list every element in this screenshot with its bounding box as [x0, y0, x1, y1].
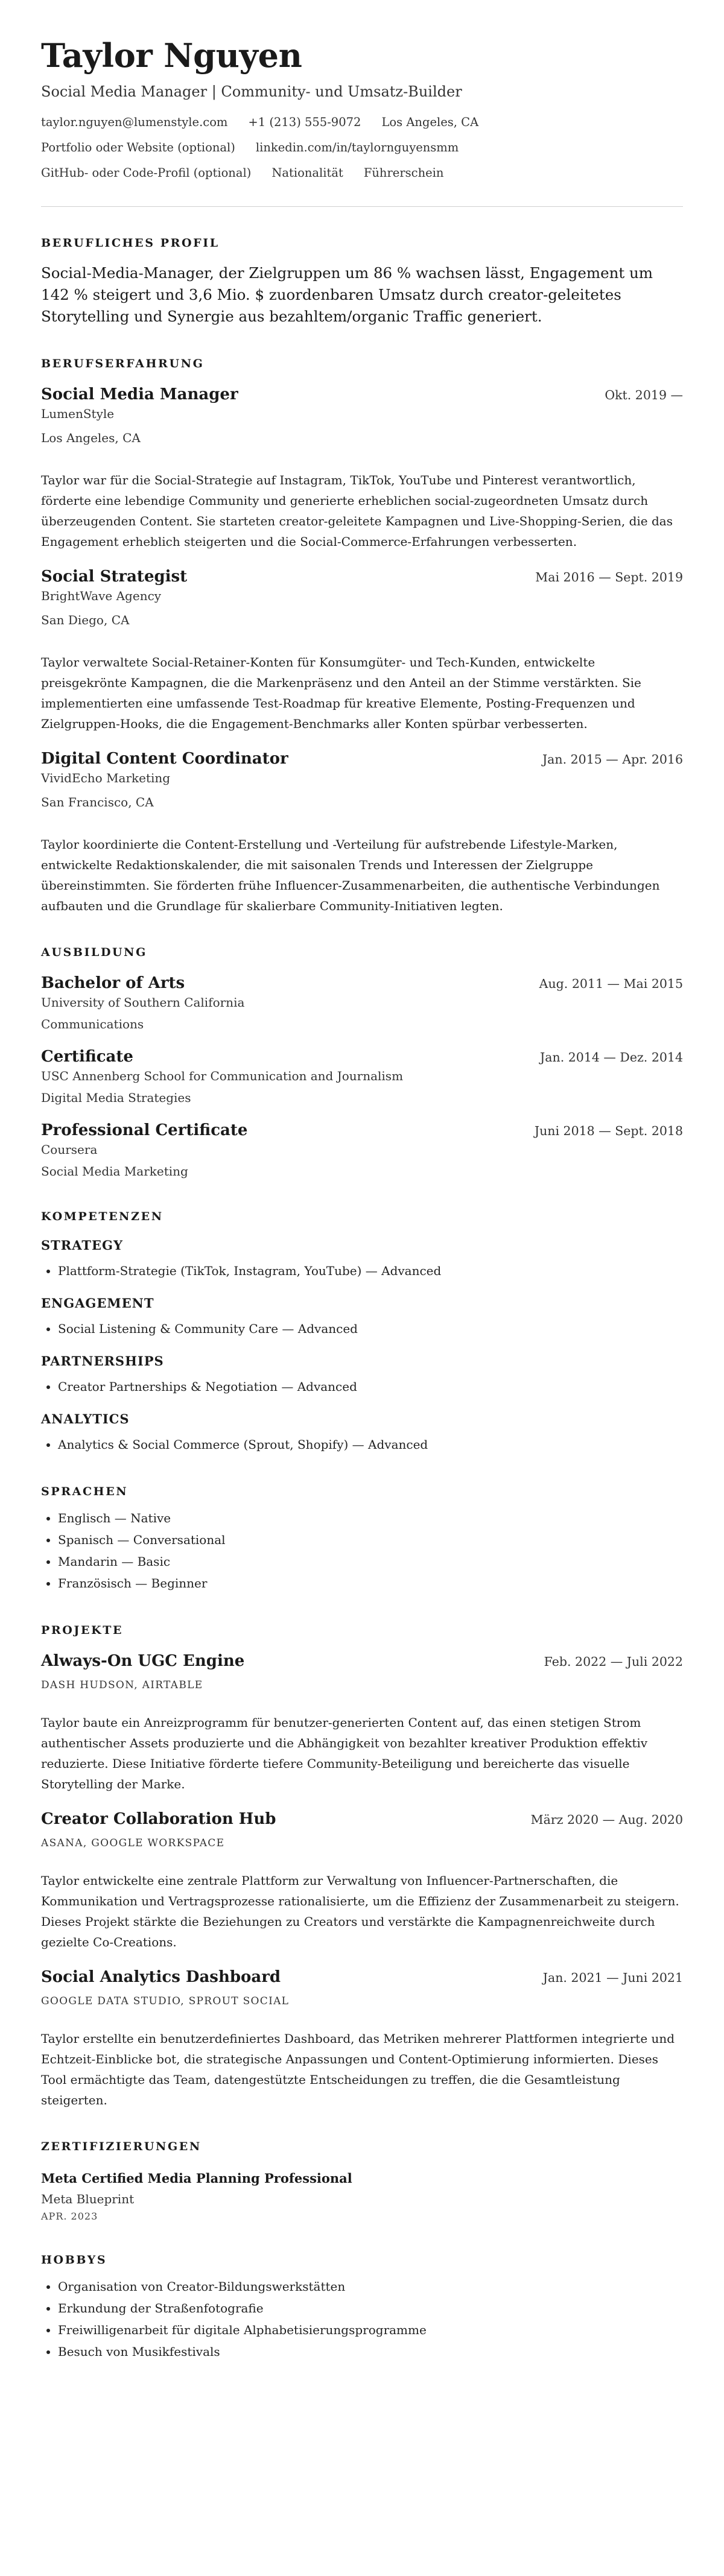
language-item: • Französisch — Beginner: [58, 1572, 683, 1594]
skill-list: [41, 1260, 683, 1282]
email-link[interactable]: taylor.nguyen@lumenstyle.com: [41, 115, 228, 129]
job-company: VividEcho Marketing: [41, 771, 171, 785]
project-tools: GOOGLE DATA STUDIO, SPROUT SOCIAL: [41, 1995, 290, 2007]
projects-section-title: PROJEKTE: [41, 1624, 124, 1637]
project-dates: Jan. 2021 — Juni 2021: [542, 1970, 683, 1985]
experience-entry: [41, 748, 683, 916]
project-name: Always-On UGC Engine: [41, 1652, 245, 1670]
job-description: Taylor verwaltete Social-Retainer-Konten für Konsumgüter- und Tech-Kunden, entwickelte preisgekrönte Kampagnen, die die Markenpräsenz und den Anteil an der Stimme verstärkten. Sie implementierten eine umfassende Test-Roadmap für kreative Elemente, Posting-Frequenzen und Zielgruppen-Hooks, die die Engagement-Benchmarks aller Konten spürbar verbesserten.: [41, 655, 641, 731]
certifications-section-title: ZERTIFIZIERUNGEN: [41, 2140, 202, 2153]
experience-entry: [41, 384, 683, 552]
field-of-study: Communications: [41, 1017, 144, 1031]
education-entry: [41, 1046, 683, 1107]
project-tools: ASANA, GOOGLE WORKSPACE: [41, 1837, 225, 1849]
project-entry: [41, 1809, 683, 1952]
profile-section-title: BERUFLICHES PROFIL: [41, 236, 220, 250]
job-location: Los Angeles, CA: [41, 431, 141, 445]
resume-page: [41, 36, 683, 2362]
project-dates: März 2020 — Aug. 2020: [530, 1812, 683, 1827]
education-section-title: AUSBILDUNG: [41, 946, 147, 959]
contact-row-3: [41, 165, 683, 181]
skill-list: [41, 1376, 683, 1397]
linkedin-link[interactable]: linkedin.com/in/taylornguyensmm: [255, 141, 459, 154]
certification-date: APR. 2023: [41, 2210, 98, 2222]
phone-number: +1 (213) 555-9072: [248, 115, 361, 129]
education-entry: [41, 973, 683, 1033]
project-description: Taylor baute ein Anreizprogramm für benutzer-generierten Content auf, das einen stetigen Strom authentischer Assets produzierte und die Abhängigkeit von bezahlter kreativer Produktion effektiv reduzierte. Diese Initiative förderte tiefere Community-Beteiligung und bereicherte das visuelle Storytelling der Marke.: [41, 1715, 648, 1791]
language-item: • Mandarin — Basic: [58, 1551, 683, 1572]
certification-issuer: Meta Blueprint: [41, 2192, 135, 2206]
language-item: • Englisch — Native: [58, 1507, 683, 1529]
school-name: University of Southern California: [41, 995, 245, 1010]
degree-title: Bachelor of Arts: [41, 974, 185, 992]
skill-category: STRATEGY: [41, 1238, 123, 1253]
experience-section-title: BERUFSERFAHRUNG: [41, 357, 205, 370]
skill-list: [41, 1434, 683, 1455]
job-dates: Okt. 2019 —: [605, 388, 683, 402]
project-name: Social Analytics Dashboard: [41, 1968, 281, 1986]
job-description: Taylor koordinierte die Content-Erstellung und -Verteilung für aufstrebende Lifestyle-Marken, entwickelte Redaktionskalender, die mit saisonalen Trends und Interessen der Zielgruppe übereinstimmten. Sie förderten frühe Influencer-Zusammenarbeiten, die authentische Verbindungen aufbauten und die Grundlage für skalierbare Community-Initiativen legten.: [41, 837, 660, 913]
github-placeholder: GitHub- oder Code-Profil (optional): [41, 166, 252, 180]
job-title: Digital Content Coordinator: [41, 750, 288, 768]
location: Los Angeles, CA: [381, 115, 479, 129]
job-company: LumenStyle: [41, 407, 115, 421]
candidate-name: Taylor Nguyen: [41, 36, 302, 75]
hobby-item: • Besuch von Musikfestivals: [58, 2341, 683, 2362]
field-of-study: Social Media Marketing: [41, 1164, 188, 1179]
contact-row-2: [41, 140, 683, 156]
skill-item: • Creator Partnerships & Negotiation — Advanced: [58, 1376, 683, 1397]
hobby-list: [41, 2276, 683, 2362]
degree-dates: Aug. 2011 — Mai 2015: [539, 976, 683, 991]
license-placeholder: Führerschein: [363, 166, 444, 180]
degree-title: Certificate: [41, 1048, 133, 1066]
project-name: Creator Collaboration Hub: [41, 1810, 276, 1828]
project-tools: DASH HUDSON, AIRTABLE: [41, 1679, 203, 1691]
project-entry: [41, 1967, 683, 2110]
job-dates: Jan. 2015 — Apr. 2016: [542, 752, 683, 767]
skill-item: • Plattform-Strategie (TikTok, Instagram, YouTube) — Advanced: [58, 1260, 683, 1282]
hobby-item: • Freiwilligenarbeit für digitale Alphabetisierungsprogramme: [58, 2319, 683, 2341]
contact-row-1: [41, 115, 683, 130]
languages-section-title: SPRACHEN: [41, 1485, 129, 1498]
candidate-tagline: Social Media Manager | Community- und Umsatz-Builder: [41, 83, 462, 100]
skill-category: ENGAGEMENT: [41, 1296, 154, 1311]
hobby-item: • Erkundung der Straßenfotografie: [58, 2297, 683, 2319]
language-list: [41, 1507, 683, 1594]
language-item: • Spanisch — Conversational: [58, 1529, 683, 1551]
project-description: Taylor entwickelte eine zentrale Plattform zur Verwaltung von Influencer-Partnerschaften, die Kommunikation und Vertragsprozesse rationalisierte, um die Effizienz der Zusammenarbeit zu steigern. Dieses Projekt stärkte die Beziehungen zu Creators und verstärkte die Kampagnenreichweite durch gezielte Co-Creations.: [41, 1873, 679, 1949]
job-location: San Francisco, CA: [41, 795, 154, 809]
skill-item: • Analytics & Social Commerce (Sprout, Shopify) — Advanced: [58, 1434, 683, 1455]
job-location: San Diego, CA: [41, 613, 130, 627]
portfolio-placeholder: Portfolio oder Website (optional): [41, 141, 235, 154]
school-name: Coursera: [41, 1142, 98, 1157]
job-title: Social Strategist: [41, 568, 188, 586]
hobbies-section-title: HOBBYS: [41, 2253, 107, 2267]
education-entry: [41, 1120, 683, 1180]
job-title: Social Media Manager: [41, 385, 238, 403]
project-dates: Feb. 2022 — Juli 2022: [544, 1654, 683, 1669]
skill-list: [41, 1318, 683, 1340]
skill-category: PARTNERSHIPS: [41, 1353, 164, 1369]
project-entry: [41, 1651, 683, 1794]
resume-header: [41, 36, 683, 181]
certification-name: Meta Certified Media Planning Professional: [41, 2171, 352, 2186]
skill-item: • Social Listening & Community Care — Advanced: [58, 1318, 683, 1340]
school-name: USC Annenberg School for Communication and Journalism: [41, 1069, 404, 1083]
degree-title: Professional Certificate: [41, 1121, 248, 1139]
skill-category: ANALYTICS: [41, 1411, 130, 1426]
job-company: BrightWave Agency: [41, 589, 162, 603]
profile-summary: Social-Media-Manager, der Zielgruppen um 86 % wachsen lässt, Engagement um 142 % steigert und 3,6 Mio. $ zuordenbaren Umsatz durch creator-geleitetes Storytelling und Synergie aus bezahltem/organic Traffic generiert.: [41, 264, 653, 325]
skills-section-title: KOMPETENZEN: [41, 1210, 164, 1223]
project-description: Taylor erstellte ein benutzerdefiniertes Dashboard, das Metriken mehrerer Plattformen integrierte und Echtzeit-Einblicke bot, die strategische Anpassungen und Content-Optimierung informierten. Dieses Tool ermächtigte das Team, datengestützte Entscheidungen zu treffen, die die Gesamtleistung steigerten.: [41, 2031, 675, 2107]
degree-dates: Jan. 2014 — Dez. 2014: [540, 1050, 683, 1065]
job-dates: Mai 2016 — Sept. 2019: [535, 570, 683, 584]
experience-entry: [41, 566, 683, 734]
job-description: Taylor war für die Social-Strategie auf Instagram, TikTok, YouTube und Pinterest verantwortlich, förderte eine lebendige Community und generierte erheblichen social-zugeordneten Umsatz durch überzeugenden Content. Sie starteten creator-geleitete Kampagnen und Live-Shopping-Serien, die das Engagement erheblich steigerten und die Social-Commerce-Erfahrungen verbesserten.: [41, 473, 673, 549]
degree-dates: Juni 2018 — Sept. 2018: [534, 1124, 683, 1138]
header-divider: [41, 206, 683, 207]
field-of-study: Digital Media Strategies: [41, 1090, 191, 1105]
nationality-placeholder: Nationalität: [272, 166, 343, 180]
hobby-item: • Organisation von Creator-Bildungswerkstätten: [58, 2276, 683, 2297]
